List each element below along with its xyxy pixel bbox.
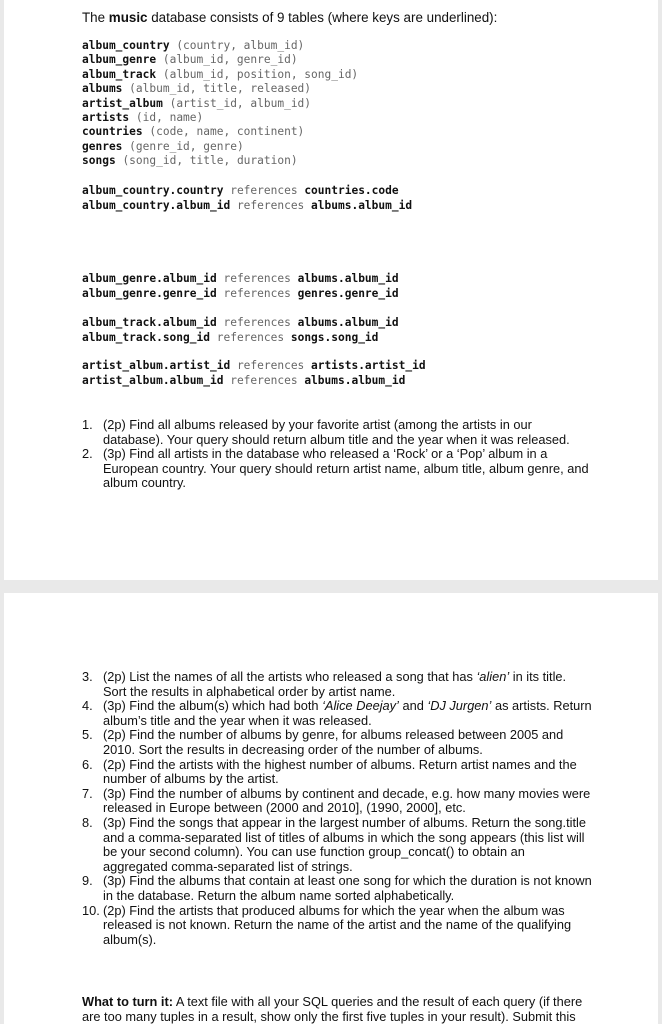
task-text: and — [398, 698, 428, 714]
reference-keyword: references — [223, 316, 291, 329]
task-list-page-1 — [82, 418, 592, 491]
reference-row — [82, 359, 426, 374]
task-number: 1. — [82, 417, 93, 432]
reference-row — [82, 184, 412, 199]
task-text: (2p) Find the number of albums by genre, for albums released between 2005 and 2010. Sort the results in decreasing order of the number of albums. — [103, 727, 564, 757]
schema-row — [82, 111, 358, 125]
reference-keyword: references — [223, 286, 291, 300]
intro-text — [82, 10, 497, 25]
page-1 — [4, 0, 658, 580]
reference-to: songs.song_id — [290, 330, 379, 344]
task-text: (3p) Find the albums that contain at least one song for which the duration is not known in the database. Return the album name sorted alphabetically. — [103, 873, 592, 903]
table-name: genres — [82, 139, 123, 153]
task-text: (2p) Find all albums released by your favorite artist (among the artists in our database). Your query should return album title and the year when it was released. — [103, 417, 570, 447]
task-item — [82, 728, 592, 757]
reference-row — [82, 374, 426, 389]
task-number: 3. — [82, 669, 93, 684]
task-number: 10. — [82, 902, 100, 918]
table-columns: (genre_id, genre) — [129, 139, 244, 153]
task-item — [82, 904, 592, 948]
reference-from: album_genre.genre_id — [82, 286, 217, 300]
reference-keyword: references — [236, 198, 305, 212]
schema-row — [82, 125, 358, 139]
task-number: 8. — [82, 814, 93, 830]
task-text: (3p) Find the album(s) which had both — [103, 698, 323, 714]
reference-to: albums.album_id — [297, 316, 399, 329]
reference-row — [82, 199, 412, 214]
table-columns: (artist_id, album_id) — [169, 96, 312, 110]
table-columns: (code, name, continent) — [149, 125, 305, 139]
references-group-artist-album — [82, 359, 426, 388]
reference-from: album_country.album_id — [82, 198, 231, 212]
references-group-album-track — [82, 316, 399, 345]
page-2 — [4, 593, 658, 1024]
schema-row — [82, 68, 358, 82]
task-number: 6. — [82, 756, 93, 772]
reference-from: album_track.song_id — [82, 330, 210, 344]
task-emphasis: ‘alien’ — [476, 669, 510, 684]
table-name: albums — [82, 82, 123, 96]
table-name: artists — [82, 111, 130, 125]
reference-keyword: references — [236, 359, 305, 372]
task-emphasis: ‘DJ Jurgen’ — [427, 698, 492, 714]
table-columns: (album_id, title, released) — [129, 82, 312, 96]
schema-list — [82, 39, 358, 169]
database-name: music — [108, 10, 148, 25]
intro-suffix: database consists of 9 tables (where keys are underlined): — [147, 10, 498, 25]
task-item — [82, 758, 592, 787]
table-columns: (song_id, title, duration) — [122, 154, 298, 168]
references-group-album-country — [82, 184, 412, 213]
reference-keyword: references — [216, 330, 285, 344]
reference-to: albums.album_id — [304, 373, 406, 387]
reference-row — [82, 287, 399, 302]
task-text: (3p) Find the number of albums by continent and decade, e.g. how many movies were released in Europe between (2000 and 2010], (1990, 2000], etc. — [103, 785, 591, 816]
task-number: 2. — [82, 446, 93, 462]
task-item — [82, 447, 592, 491]
task-list-page-2 — [82, 670, 592, 947]
task-item — [82, 418, 592, 447]
task-number: 7. — [82, 785, 93, 801]
reference-from: album_country.country — [82, 184, 224, 197]
table-columns: (album_id, position, song_id) — [162, 67, 359, 81]
task-text: (2p) List the names of all the artists who released a song that has — [103, 669, 477, 684]
task-item — [82, 670, 592, 699]
reference-to: albums.album_id — [311, 198, 413, 212]
table-name: album_genre — [82, 53, 157, 67]
table-name: album_track — [82, 67, 157, 81]
task-text: in its title. Sort the results in alphabetical order by artist name. — [103, 669, 567, 699]
task-text: (3p) Find all artists in the database who released a ‘Rock’ or a ‘Pop’ album in a European country. Your query should return artist name, album title, album genre, and album country. — [103, 446, 589, 491]
reference-keyword: references — [230, 184, 298, 197]
reference-from: artist_album.artist_id — [82, 359, 231, 372]
reference-to: genres.genre_id — [297, 286, 399, 300]
task-item — [82, 874, 592, 903]
table-columns: (id, name) — [135, 111, 204, 125]
turn-in-label: What to turn it: — [82, 994, 173, 1009]
reference-to: artists.artist_id — [311, 359, 426, 372]
reference-row — [82, 316, 399, 331]
task-emphasis: ‘Alice Deejay’ — [322, 698, 399, 714]
schema-row — [82, 39, 358, 53]
reference-row — [82, 331, 399, 346]
schema-row — [82, 97, 358, 111]
task-item — [82, 816, 592, 874]
task-item — [82, 787, 592, 816]
reference-row — [82, 272, 399, 287]
task-item — [82, 699, 592, 728]
task-text: (3p) Find the songs that appear in the largest number of albums. Return the song.title and a comma-separated list of titles of albums in which the song appears (this list will be your second column). You can use function group_concat() to obtain an aggregated comma-separated list of strings. — [103, 814, 587, 874]
schema-row — [82, 82, 358, 96]
reference-to: countries.code — [304, 184, 399, 197]
task-number: 4. — [82, 698, 93, 714]
table-name: album_country — [82, 39, 170, 52]
table-name: countries — [82, 125, 143, 139]
task-number: 5. — [82, 727, 93, 743]
table-columns: (album_id, genre_id) — [162, 53, 298, 67]
table-name: artist_album — [82, 96, 163, 110]
reference-keyword: references — [223, 272, 291, 285]
task-text: (2p) Find the artists with the highest number of albums. Return artist names and the number of albums by the artist. — [103, 756, 577, 787]
table-columns: (country, album_id) — [176, 39, 305, 52]
reference-keyword: references — [230, 373, 298, 387]
reference-from: album_genre.album_id — [82, 272, 217, 285]
schema-row — [82, 154, 358, 168]
turn-in-text: A text file with all your SQL queries and the result of each query (if there are too many tuples in a result, show only the first five tuples in your result). Submit this — [82, 994, 583, 1024]
table-name: songs — [82, 154, 116, 168]
reference-from: artist_album.album_id — [82, 373, 224, 387]
turn-in-instructions — [82, 995, 594, 1024]
references-group-album-genre — [82, 272, 399, 301]
task-number: 9. — [82, 873, 93, 889]
task-text: as artists. Return album’s title and the year when it was released. — [103, 698, 592, 728]
reference-from: album_track.album_id — [82, 316, 217, 329]
intro-prefix: The — [82, 10, 109, 25]
schema-row — [82, 53, 358, 67]
task-text: (2p) Find the artists that produced albums for which the year when the album was released is not known. Return the name of the artist and the name of the qualifying album(s). — [103, 902, 572, 947]
schema-row — [82, 140, 358, 154]
reference-to: albums.album_id — [297, 272, 399, 285]
